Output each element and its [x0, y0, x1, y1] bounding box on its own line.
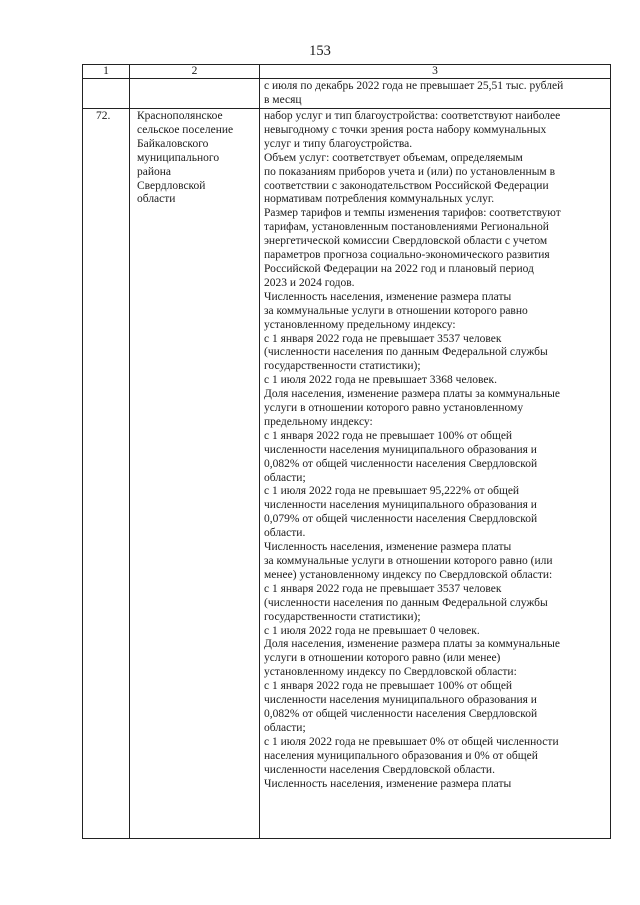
description-line: предельному индексу: [264, 415, 373, 428]
description-line: нормативам потребления коммунальных услуг. [264, 193, 495, 206]
description-line: услуги в отношении которого равно установленному [264, 402, 524, 415]
description-line: энергетической комиссии Свердловской области с учетом [264, 235, 548, 248]
description-line: невыгодному с точки зрения роста набору коммунальных [264, 123, 547, 136]
municipality-line: Краснополянское [137, 110, 223, 122]
description-line: численности населения Свердловской области. [264, 763, 495, 776]
page-number: 153 [309, 43, 331, 59]
description-line: за коммунальные услуги в отношении которого равно [264, 304, 528, 317]
municipality-line: сельское поселение [137, 123, 234, 136]
municipality-line: района [137, 165, 172, 178]
continuation-text-line: с июля по декабрь 2022 года не превышает 25,51 тыс. рублей [264, 80, 564, 92]
description-line: услуг и типу благоустройства. [264, 137, 413, 150]
row-number: 72. [83, 109, 130, 839]
description-line: с 1 июля 2022 года не превышает 95,222% от общей [264, 485, 520, 498]
description-line: численности населения муниципального образования и [264, 694, 537, 707]
municipality-line: области [137, 193, 176, 206]
continuation-cell-2 [130, 79, 260, 109]
description-line: Объем услуг: соответствует объемам, определяемым [264, 151, 523, 164]
description-line: 0,082% от общей численности населения Свердловской [264, 707, 538, 720]
description-line: Доля населения, изменение размера платы за коммунальные [264, 388, 560, 401]
description-line: численности населения муниципального образования и [264, 499, 537, 512]
description-line: 2023 и 2024 годов. [264, 276, 355, 289]
description-line: населения муниципального образования и 0% от общей [264, 749, 538, 762]
continuation-row [83, 79, 611, 109]
description-line: Доля населения, изменение размера платы за коммунальные [264, 638, 560, 651]
continuation-text-line: в месяц [264, 93, 302, 106]
description-line: численности населения муниципального образования и [264, 443, 537, 456]
description-line: Российской Федерации на 2022 год и плановый период [264, 262, 534, 275]
description-line: области. [264, 527, 306, 540]
description-line: услуги в отношении которого равно (или менее) [264, 652, 501, 665]
description-line: Численность населения, изменение размера платы [264, 290, 512, 303]
column-header-1: 1 [83, 65, 130, 79]
description-line: соответствии с законодательством Российской Федерации [264, 179, 549, 192]
description-line: с 1 июля 2022 года не превышает 3368 человек. [264, 374, 497, 387]
municipality-line: Байкаловского [137, 137, 209, 150]
continuation-cell-1 [83, 79, 130, 109]
tariff-table [82, 64, 611, 839]
description-line: по показаниям приборов учета и (или) по установленным в [264, 165, 556, 178]
description-line: установленному предельному индексу: [264, 318, 456, 331]
description-line: набор услуг и тип благоустройства: соответствуют наиболее [264, 110, 561, 122]
description-line: установленному индексу по Свердловской области: [264, 666, 517, 679]
description-line: с 1 января 2022 года не превышает 3537 человек [264, 332, 502, 345]
municipality-name [130, 109, 260, 839]
description-line: Численность населения, изменение размера платы [264, 541, 512, 554]
description-line: государственности статистики); [264, 360, 421, 373]
header-row [83, 65, 611, 79]
description-line: 0,082% от общей численности населения Свердловской [264, 457, 538, 470]
description-line: менее) установленному индексу по Свердловской области: [264, 568, 553, 581]
description-line: с 1 января 2022 года не превышает 3537 человек [264, 582, 502, 595]
description-line: (численности населения по данным Федеральной службы [264, 346, 548, 359]
description-line: (численности населения по данным Федеральной службы [264, 596, 548, 609]
description-line: области; [264, 721, 306, 734]
description-line: за коммунальные услуги в отношении которого равно (или [264, 555, 553, 567]
column-header-2: 2 [130, 65, 260, 79]
description-line: с 1 января 2022 года не превышает 100% от общей [264, 680, 513, 693]
description-line: Размер тарифов и темпы изменения тарифов: соответствуют [264, 207, 561, 220]
description-line: области; [264, 471, 306, 484]
municipality-line: Свердловской [137, 179, 206, 192]
description-line: с 1 июля 2022 года не превышает 0 человек. [264, 624, 480, 637]
description-line: тарифам, установленным постановлениями Региональной [264, 221, 549, 234]
description-line: государственности статистики); [264, 610, 421, 623]
row-description [260, 109, 611, 839]
table-row [83, 109, 611, 839]
municipality-line: муниципального [137, 151, 220, 164]
description-line: 0,079% от общей численности населения Свердловской [264, 513, 538, 526]
column-header-3: 3 [260, 65, 611, 79]
description-line: с 1 июля 2022 года не превышает 0% от общей численности [264, 735, 559, 748]
continuation-text [260, 79, 611, 109]
description-line: параметров прогноза социально-экономического развития [264, 249, 550, 262]
description-line: Численность населения, изменение размера платы [264, 777, 512, 790]
description-line: с 1 января 2022 года не превышает 100% от общей [264, 429, 513, 442]
